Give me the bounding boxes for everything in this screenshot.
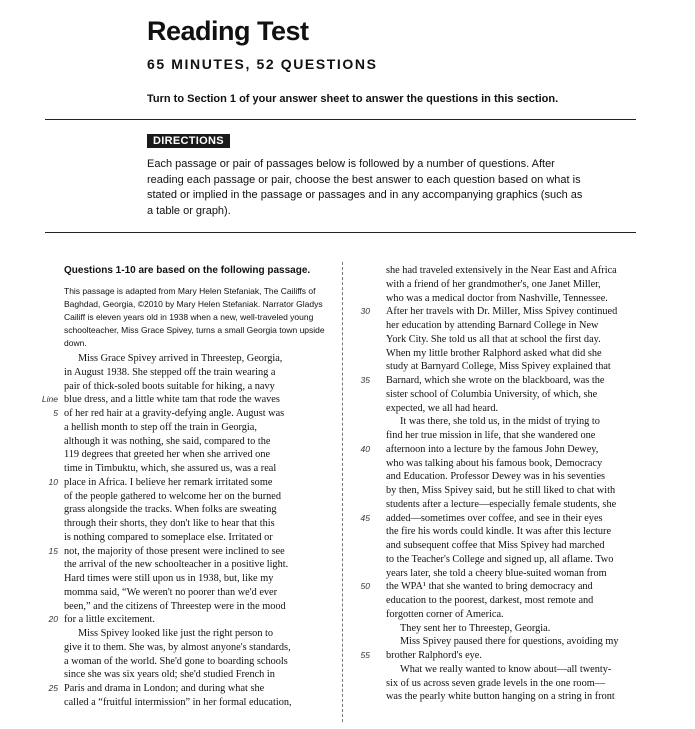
passage-line [386,415,639,429]
line-text: give it to them. She was, by almost anyone's standards, [64,641,291,653]
passage-line [386,484,639,498]
page-title: Reading Test [147,16,309,46]
line-number: 30 [360,306,370,317]
line-text: was the pearly white button hanging on a string in front [386,691,615,703]
passage-intro: This passage is adapted from Mary Helen Stefaniak, The Cailiffs of Baghdad, Georgia, ©2010 by Mary Helen Stefaniak. Narrator Gladys Cailiff is eleven years old in 1938 when a new, well-traveled young schoolteacher, Miss Grace Spivey, turns a small Georgia town upside down. [64,286,325,348]
line-number: Line [41,394,58,405]
line-text: added—sometimes over coffee, and see in their eyes [386,512,603,524]
line-text: study at Barnyard College, Miss Spivey explained that [386,361,611,373]
passage-line [386,539,639,553]
passage-line [64,421,321,435]
line-number: 20 [48,614,58,625]
line-number: 10 [48,476,58,487]
line-text: expected, we all had heard. [386,402,499,414]
line-text: education to the poorest, darkest, most remote and [386,595,594,606]
passage-line [360,649,639,663]
passage-line [386,347,639,361]
line-number: 15 [48,545,58,556]
passage-line [48,682,321,696]
line-text: students after a lecture—especially female students, she [386,498,617,510]
line-number: 40 [360,443,370,454]
passage-line [386,470,639,484]
directions-label: DIRECTIONS [147,134,230,148]
line-text: through their shorts, they don't like to hear that this [64,518,275,529]
line-number: 25 [48,683,58,693]
passage-line [386,608,639,622]
passage-line [64,503,321,517]
line-text: the fire his words could kindle. It was after this lecture [386,526,612,538]
passage-column-right [360,264,639,704]
passage-line [64,668,321,682]
line-text: years later, she told a cheery blue-suited woman from [386,567,607,579]
column-divider [342,262,343,722]
passage-line [64,448,321,462]
line-text: Barnard, which she wrote on the blackboard, was the [386,375,605,386]
line-number: 45 [360,512,370,523]
line-number: 35 [360,375,370,385]
line-text: six of us across seven grade levels in the one room— [386,677,606,689]
line-number: 50 [360,581,370,592]
line-text: a hellish month to step off the train in Georgia, [64,421,257,433]
line-text: find her true mission in life, that she wandered one [386,430,596,441]
line-text: brother Ralphord's eye. [386,650,482,661]
line-text: the WPA¹ that she wanted to bring democracy and [386,581,593,593]
passage-line [64,572,321,586]
line-text: After her travels with Dr. Miller, Miss Spivey continued [386,306,618,318]
line-text: York City. She told us all that at school the first day. [386,333,601,345]
passage-line [386,567,639,581]
line-text: time in Timbuktu, which, she assured us, was a real [64,463,277,474]
line-text: momma said, “We weren't no poorer than we'd ever [64,586,278,598]
line-number: 5 [53,408,58,418]
line-text: Miss Spivey paused there for questions, avoiding my [400,636,619,648]
line-text: They sent her to Threestep, Georgia. [400,622,551,634]
line-text: of the people gathered to welcome her on the burned [64,490,282,502]
divider-rule [45,232,636,233]
passage-line [48,545,321,559]
line-text: since she was six years old; she'd studied French in [64,669,275,681]
passage-line [386,690,639,704]
passage-line [41,393,321,407]
passage-line [386,319,639,333]
page-subtitle: 65 MINUTES, 52 QUESTIONS [147,56,378,72]
passage-line [386,278,639,292]
passage-line [360,512,639,526]
passage-line [64,366,321,380]
passage-line [64,490,321,504]
line-text: Paris and drama in London; and during what she [64,683,265,694]
line-text: blue dress, and a little white tam that rode the waves [64,394,280,406]
passage-line [386,594,639,608]
line-text: the arrival of the new schoolteacher in a positive light. [64,559,289,571]
passage-line [64,558,321,572]
passage-line [386,498,639,512]
section-instruction: Turn to Section 1 of your answer sheet to answer the questions in this section. [147,93,559,105]
line-text: a woman of the world. She'd gone to boarding schools [64,655,288,667]
line-text: When my little brother Ralphord asked what did she [386,347,602,359]
passage-line [64,627,321,641]
passage-line [360,374,639,388]
line-text: who was talking about his famous book, Democracy [386,457,603,469]
line-text: is nothing compared to someplace else. Irritated or [64,531,273,543]
passage-line [48,613,321,627]
passage-line [386,388,639,402]
line-text: she had traveled extensively in the Near East and Africa [386,265,617,276]
line-text: Hard times were still upon us in 1938, but, like my [64,573,274,584]
line-text: of her red hair at a gravity-defying angle. August was [64,408,285,419]
line-text: in August 1938. She stepped off the train wearing a [64,366,276,378]
passage-line [386,264,639,278]
line-text: to the Teacher's College and signed up, all aflame. Two [386,553,614,565]
passage-line [64,531,321,545]
line-text: What we really wanted to know about—all twenty- [400,663,612,675]
line-text: for a little excitement. [64,614,155,626]
passage-line [64,380,321,394]
line-text: and subsequent coffee that Miss Spivey had marched [386,540,605,551]
passage-line [386,457,639,471]
passage-line [386,429,639,443]
passage-line [386,663,639,677]
line-text: although it was nothing, she said, compared to the [64,435,271,447]
passage-line [64,517,321,531]
line-text: forgotten corner of America. [386,608,504,620]
passage-line [360,443,639,457]
line-text: with a friend of her grandmother's, one Janet Miller, [386,278,601,290]
passage-line [386,402,639,416]
passage-line [386,292,639,306]
passage-column-left [41,352,321,710]
passage-line [53,407,321,421]
passage-line [64,696,321,710]
line-text: Miss Spivey looked like just the right person to [78,628,274,639]
passage-line [64,655,321,669]
passage-line [64,462,321,476]
line-text: not, the majority of those present were inclined to see [64,545,285,557]
line-text: 119 degrees that greeted her when she arrived one [64,449,271,461]
line-text: called a “fruitful intermission” in her formal education, [64,696,292,708]
line-text: her education by attending Barnard College in New [386,320,599,331]
passage-line [386,525,639,539]
passage-line [360,305,639,319]
passage-line [360,580,639,594]
divider-rule [45,119,636,120]
questions-heading: Questions 1-10 are based on the following passage. [64,265,311,276]
line-text: and Education. Professor Dewey was in his seventies [386,471,606,483]
directions-text: Each passage or pair of passages below is followed by a number of questions. After reading each passage or pair, choose the best answer to each question based on what is stated or implied in the passage or passages and in any accompanying graphics (such as a table or graph). [147,158,583,217]
line-text: Miss Grace Spivey arrived in Threestep, Georgia, [78,353,283,364]
line-number: 55 [360,650,370,660]
line-text: place in Africa. I believe her remark irritated some [64,476,273,488]
line-text: been,” and the citizens of Threestep were in the mood [64,600,286,612]
passage-line [64,641,321,655]
line-text: who was a medical doctor from Nashville, Tennessee. [386,292,608,304]
line-text: by then, Miss Spivey said, but he still liked to chat with [386,485,616,496]
passage-line [386,635,639,649]
line-text: afternoon into a lecture by the famous John Dewey, [386,443,599,455]
passage-line [64,435,321,449]
line-text: pair of thick-soled boots suitable for hiking, a navy [64,380,275,392]
passage-line [64,352,321,366]
passage-line [386,333,639,347]
line-text: It was there, she told us, in the midst of trying to [400,416,600,428]
passage-line [64,586,321,600]
passage-line [64,600,321,614]
passage-line [386,622,639,636]
passage-line [48,476,321,490]
passage-line [386,677,639,691]
line-text: sister school of Columbia University, of which, she [386,388,598,400]
line-text: grass alongside the tracks. When folks are sweating [64,504,277,516]
passage-line [386,360,639,374]
passage-line [386,553,639,567]
